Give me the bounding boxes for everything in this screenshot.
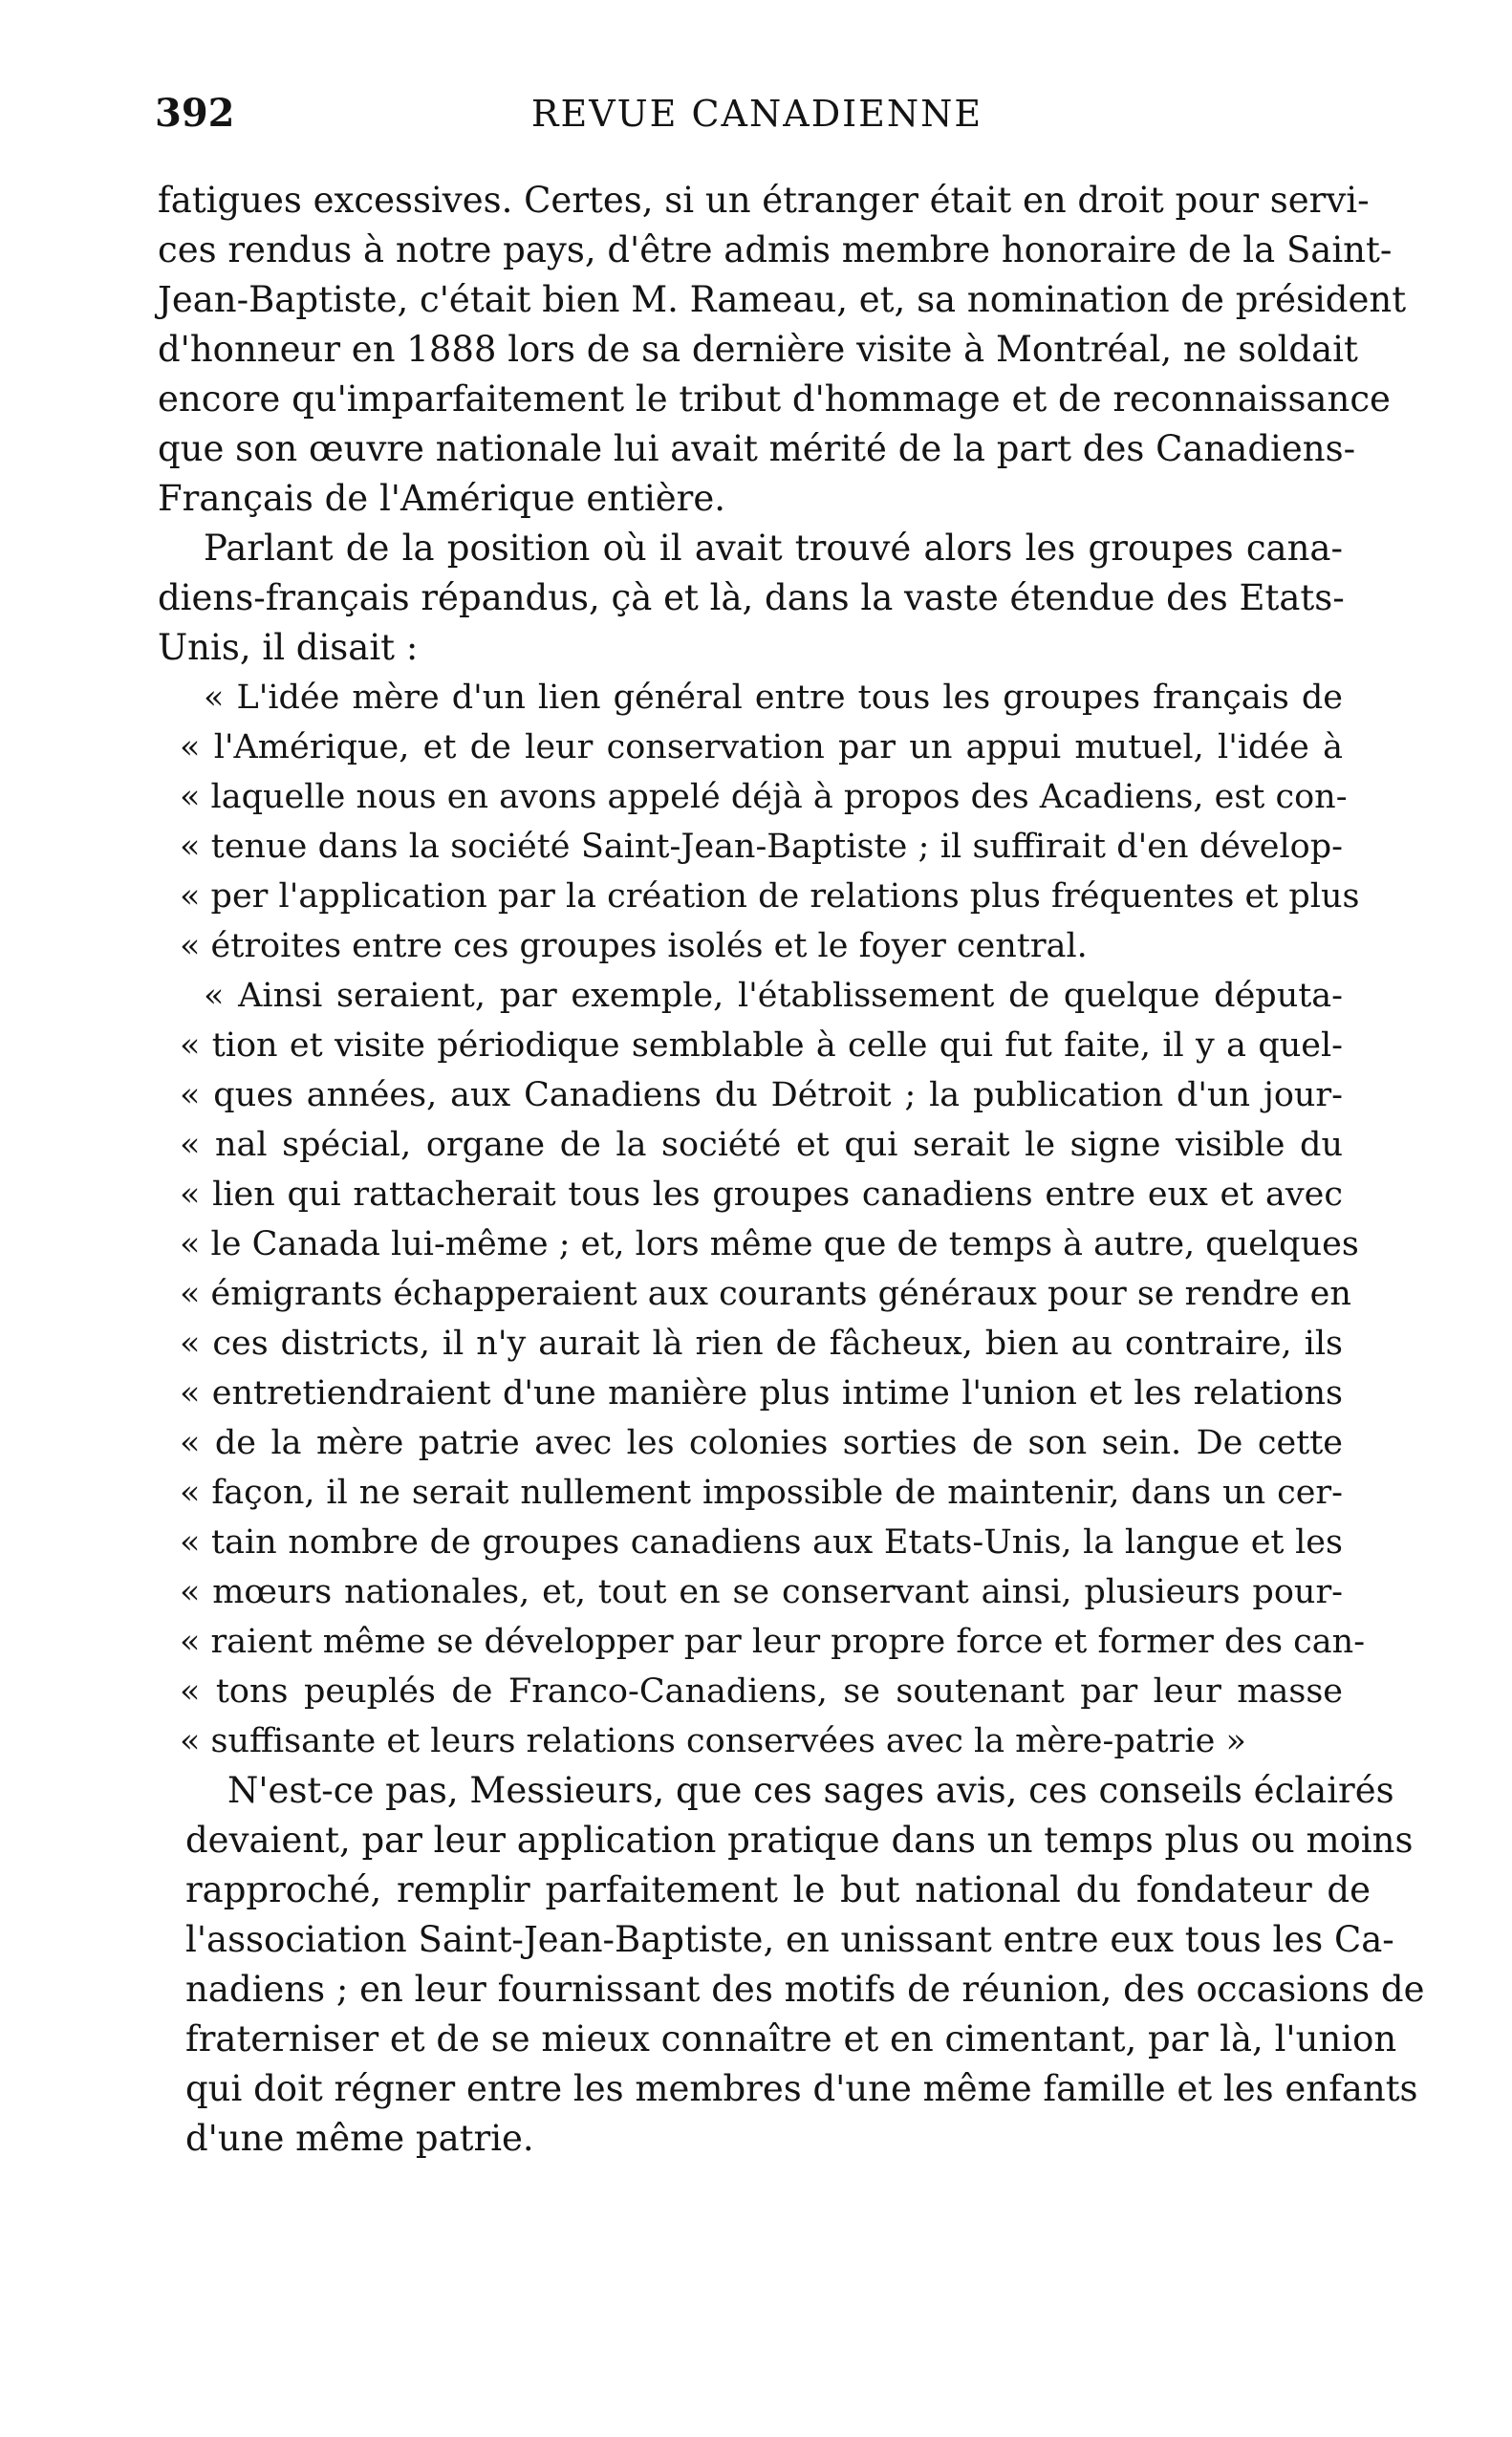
text-line: fraterniser et de se mieux connaître et en cimentant, par là, l'union	[185, 2018, 1397, 2060]
text-line: diens-français répandus, çà et là, dans la vaste étendue des Etats-	[158, 577, 1345, 618]
quote-line: « Ainsi seraient, par exemple, l'établissement de quelque députa-	[204, 977, 1343, 1015]
running-head: REVUE CANADIENNE	[530, 93, 983, 135]
text-line: Parlant de la position où il avait trouvé alors les groupes cana-	[204, 528, 1343, 569]
quote-line: « ces districts, il n'y aurait là rien de fâcheux, bien au contraire, ils	[180, 1325, 1343, 1363]
text-line: ces rendus à notre pays, d'être admis membre honoraire de la Saint-	[158, 229, 1393, 270]
quote-line: « entretiendraient d'une manière plus intime l'union et les relations	[180, 1374, 1343, 1413]
text-line: N'est-ce pas, Messieurs, que ces sages avis, ces conseils éclairés	[227, 1770, 1394, 1811]
quote-line: « L'idée mère d'un lien général entre tous les groupes français de	[204, 679, 1343, 717]
quote-line: « de la mère patrie avec les colonies sorties de son sein. De cette	[180, 1424, 1343, 1462]
text-line: Français de l'Amérique entière.	[158, 478, 726, 519]
page-header	[155, 91, 1359, 148]
quote-line: « étroites entre ces groupes isolés et le foyer central.	[180, 927, 1088, 965]
text-line: fatigues excessives. Certes, si un étranger était en droit pour servi-	[158, 180, 1370, 221]
text-line: devaient, par leur application pratique dans un temps plus ou moins	[185, 1820, 1414, 1861]
quote-line: « tain nombre de groupes canadiens aux Etats-Unis, la langue et les	[180, 1523, 1343, 1562]
quote-line: « tons peuplés de Franco-Canadiens, se soutenant par leur masse	[180, 1672, 1343, 1711]
text-line: nadiens ; en leur fournissant des motifs de réunion, des occasions de	[185, 1969, 1425, 2010]
text-line: d'une même patrie.	[185, 2118, 534, 2159]
text-line: qui doit régner entre les membres d'une même famille et les enfants	[185, 2068, 1418, 2109]
quote-line: « ques années, aux Canadiens du Détroit ; la publication d'un jour-	[180, 1076, 1343, 1114]
quote-line: « l'Amérique, et de leur conservation par un appui mutuel, l'idée à	[180, 728, 1343, 766]
quote-line: « suffisante et leurs relations conservées avec la mère-patrie »	[180, 1722, 1246, 1760]
text-line: encore qu'imparfaitement le tribut d'hommage et de reconnaissance	[158, 378, 1391, 420]
text-line: d'honneur en 1888 lors de sa dernière visite à Montréal, ne soldait	[158, 329, 1358, 370]
page-number: 392	[155, 91, 235, 136]
quote-line: « tenue dans la société Saint-Jean-Baptiste ; il suffirait d'en dévelop-	[180, 828, 1343, 866]
quote-line: « émigrants échapperaient aux courants généraux pour se rendre en	[180, 1275, 1351, 1313]
quote-line: « nal spécial, organe de la société et qui serait le signe visible du	[180, 1126, 1343, 1164]
text-line: que son œuvre nationale lui avait mérité de la part des Canadiens-	[158, 428, 1356, 469]
quote-line: « façon, il ne serait nullement impossible de maintenir, dans un cer-	[180, 1474, 1343, 1512]
quote-line: « lien qui rattacherait tous les groupes canadiens entre eux et avec	[180, 1175, 1343, 1214]
quote-line: « per l'application par la création de relations plus fréquentes et plus	[180, 877, 1360, 916]
text-line: Unis, il disait :	[158, 627, 419, 668]
quote-line: « le Canada lui-même ; et, lors même que de temps à autre, quelques	[180, 1225, 1359, 1263]
quote-line: « tion et visite périodique semblable à celle qui fut faite, il y a quel-	[180, 1026, 1343, 1065]
quote-line: « mœurs nationales, et, tout en se conservant ainsi, plusieurs pour-	[180, 1573, 1343, 1611]
text-line: Jean-Baptiste, c'était bien M. Rameau, et, sa nomination de président	[158, 279, 1407, 320]
quote-line: « raient même se développer par leur propre force et former des can-	[180, 1623, 1366, 1661]
text-line: rapproché, remplir parfaitement le but national du fondateur de	[185, 1869, 1371, 1910]
quote-line: « laquelle nous en avons appelé déjà à propos des Acadiens, est con-	[180, 778, 1348, 816]
text-line: l'association Saint-Jean-Baptiste, en unissant entre eux tous les Ca-	[185, 1919, 1394, 1960]
